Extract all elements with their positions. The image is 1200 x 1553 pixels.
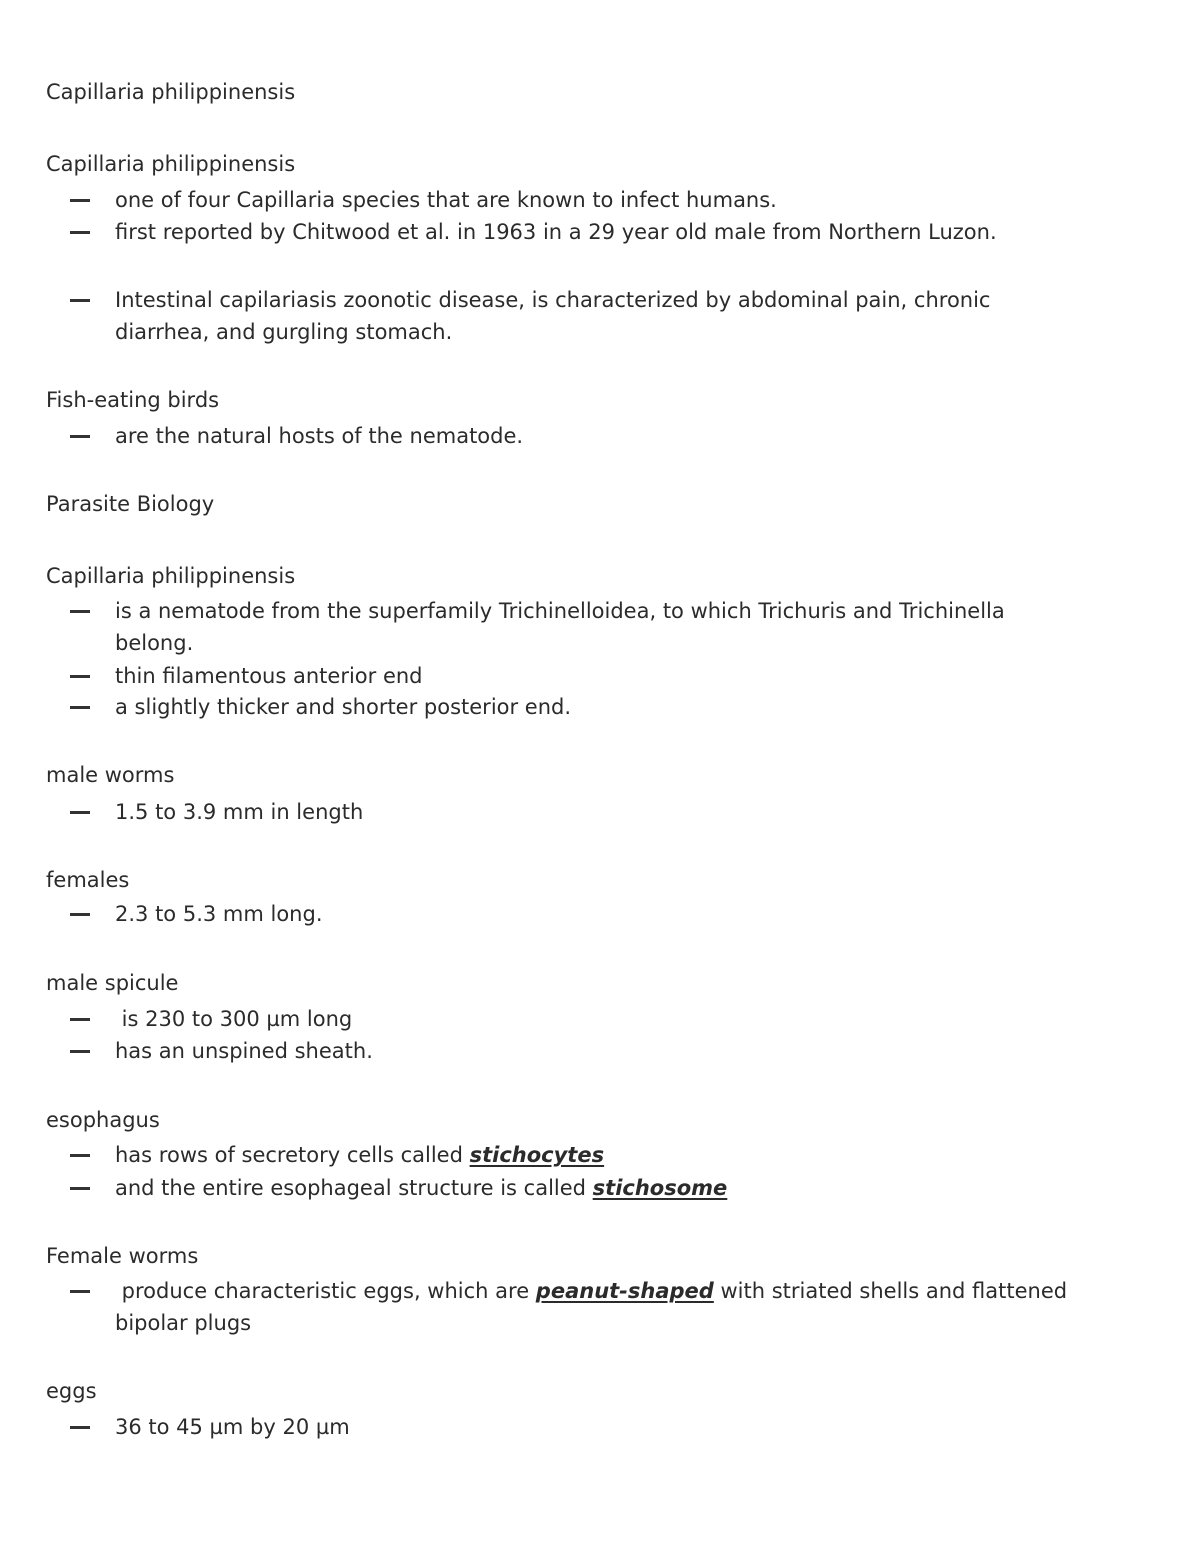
bullet-dash <box>70 435 90 438</box>
bullet-text: Intestinal capilariasis zoonotic disease, is characterized by abdominal pain, chronic <box>115 288 991 312</box>
bullet-dash <box>70 299 90 302</box>
bullet-dash <box>70 1426 90 1429</box>
bullet-text: one of four Capillaria species that are known to infect humans. <box>115 188 777 212</box>
bullet-text-plain: with striated shells and flattened <box>713 1279 1068 1303</box>
bullet-text: a slightly thicker and shorter posterior end. <box>115 695 572 719</box>
bullet-dash <box>70 675 90 678</box>
bullet-dash <box>70 199 90 202</box>
bullet-text: thin filamentous anterior end <box>115 664 423 688</box>
doc-title: Capillaria philippinensis <box>46 80 296 104</box>
bullet-text: 36 to 45 µm by 20 µm <box>115 1415 350 1439</box>
bullet-dash <box>70 1018 90 1021</box>
bullet-text-cont: belong. <box>115 631 194 655</box>
section-heading-female-worms: Female worms <box>46 1244 199 1268</box>
bullet-text-plain: produce characteristic eggs, which are <box>115 1279 536 1303</box>
bullet-text: is 230 to 300 µm long <box>115 1007 353 1031</box>
term-stichocytes: stichocytes <box>469 1143 605 1167</box>
bullet-text-plain: has rows of secretory cells called <box>115 1143 470 1167</box>
bullet-text-plain: and the entire esophageal structure is called <box>115 1176 593 1200</box>
bullet-dash <box>70 913 90 916</box>
bullet-text-cont: bipolar plugs <box>115 1311 252 1335</box>
section-heading-esophagus: esophagus <box>46 1108 160 1132</box>
section-heading-females: females <box>46 868 130 892</box>
bullet-dash <box>70 231 90 234</box>
bullet-text: is a nematode from the superfamily Trichinelloidea, to which Trichuris and Trichinella <box>115 599 1005 623</box>
bullet-text: 2.3 to 5.3 mm long. <box>115 902 323 926</box>
bullet-dash <box>70 1290 90 1293</box>
section-heading-male: male worms <box>46 763 175 787</box>
bullet-dash <box>70 706 90 709</box>
bullet-dash <box>70 1050 90 1053</box>
term-peanut-shaped: peanut-shaped <box>535 1279 714 1303</box>
bullet-text: has an unspined sheath. <box>115 1039 373 1063</box>
bullet-text-cont: diarrhea, and gurgling stomach. <box>115 320 453 344</box>
bullet-text <box>115 1178 727 1199</box>
section-heading-intro: Capillaria philippinensis <box>46 152 296 176</box>
bullet-dash <box>70 610 90 613</box>
section-heading-nematode: Capillaria philippinensis <box>46 564 296 588</box>
bullet-text <box>115 1281 1067 1302</box>
bullet-text: 1.5 to 3.9 mm in length <box>115 800 364 824</box>
bullet-dash <box>70 1187 90 1190</box>
bullet-dash <box>70 811 90 814</box>
section-heading-birds: Fish-eating birds <box>46 388 220 412</box>
section-heading-spicule: male spicule <box>46 971 179 995</box>
section-heading-biology: Parasite Biology <box>46 492 215 516</box>
term-stichosome: stichosome <box>592 1176 728 1200</box>
section-heading-eggs: eggs <box>46 1379 97 1403</box>
bullet-text: first reported by Chitwood et al. in 1963 in a 29 year old male from Northern Luzon. <box>115 220 997 244</box>
bullet-dash <box>70 1154 90 1157</box>
bullet-text: are the natural hosts of the nematode. <box>115 424 524 448</box>
bullet-text <box>115 1145 604 1166</box>
